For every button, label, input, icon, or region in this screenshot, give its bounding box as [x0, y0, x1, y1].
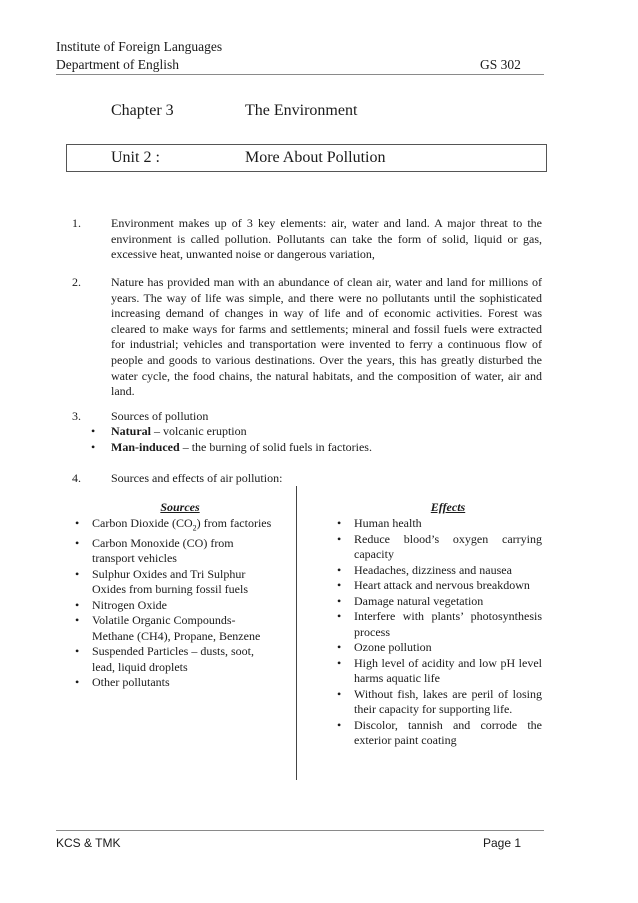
- effect-text: Human health: [354, 516, 422, 530]
- effect-text: Discolor, tannish and corrode the exterior paint coating: [354, 717, 542, 747]
- effect-item: [337, 532, 542, 563]
- page-number: Page 1: [483, 836, 522, 850]
- effect-text: Interfere with plants’ photosynthesis process: [354, 609, 542, 639]
- air-pollution-heading: Sources and effects of air pollution:: [111, 471, 283, 485]
- bullet-dot: •: [75, 566, 80, 581]
- bullet-dot: •: [337, 717, 342, 732]
- item-number: 4.: [72, 471, 81, 485]
- bullet-dot: •: [75, 597, 80, 612]
- effect-item: [337, 594, 542, 610]
- bullet-dot: •: [337, 640, 342, 654]
- source-item: [75, 644, 275, 675]
- bullet-dot: •: [75, 613, 80, 628]
- bullet-dot: •: [337, 516, 342, 530]
- item-number: 2.: [72, 275, 81, 289]
- effect-item: [337, 609, 542, 640]
- bullet-dot: •: [91, 440, 96, 454]
- effects-list: [337, 516, 542, 749]
- effect-item: [337, 718, 542, 749]
- bullet-rest: – volcanic eruption: [151, 424, 247, 438]
- source-item: [75, 675, 275, 691]
- effect-item: [337, 687, 542, 718]
- effect-text: Ozone pollution: [354, 640, 432, 654]
- bullet-dot: •: [75, 644, 80, 659]
- effect-text: Headaches, dizziness and nausea: [354, 562, 512, 577]
- source-text: Volatile Organic Compounds- Methane (CH4), Propane, Benzene: [92, 613, 261, 643]
- effect-text: Heart attack and nervous breakdown: [354, 578, 530, 592]
- source-item: [75, 613, 275, 644]
- effect-item: [337, 516, 542, 532]
- footer-initials: KCS & TMK: [56, 836, 121, 850]
- effect-item: [337, 640, 542, 656]
- effect-text: Reduce blood’s oxygen carrying capacity: [354, 531, 542, 561]
- source-text: Nitrogen Oxide: [92, 597, 167, 612]
- effect-item: [337, 656, 542, 687]
- chapter-label: Chapter 3: [111, 102, 174, 119]
- source-text: Carbon Dioxide (CO: [92, 516, 193, 530]
- bullet-dot: •: [337, 655, 342, 670]
- source-item: [75, 516, 275, 536]
- bullet-natural: [91, 424, 247, 440]
- bullet-dot: •: [337, 562, 342, 577]
- chapter-title: The Environment: [245, 102, 358, 119]
- effect-text: Without fish, lakes are peril of losing their capacity for supporting life.: [354, 686, 542, 716]
- item-number: 1.: [72, 216, 81, 230]
- effect-item: [337, 563, 542, 579]
- footer-rule: [56, 830, 544, 831]
- source-text: Carbon Monoxide (CO) from transport vehicles: [92, 535, 234, 566]
- source-text-tail: ) from factories: [196, 516, 272, 530]
- unit-title: More About Pollution: [245, 149, 386, 166]
- course-code: GS 302: [480, 57, 521, 72]
- source-subscript: 2: [192, 523, 197, 533]
- bullet-term: Man-induced: [111, 440, 180, 454]
- paragraph-nature: Nature has provided man with an abundance of clean air, water and land for millions of years. The way of life was simple, and there were no pollutants until the sophisticated increasing demand of changes in way of life and of economic activities. Forest was cleared to make ways for farms and settlements; mineral and fossil fuels were extracted for industrial; vehicles and transportation were invented to ferry a continuous flow of people and goods to various destinations. Over the years, this has greatly disturbed the water cycle, the food chains, the natural habitats, and the composition of water, air and land.: [111, 275, 542, 399]
- source-text: Other pollutants: [92, 675, 170, 690]
- bullet-dot: •: [337, 593, 342, 608]
- bullet-dot: •: [75, 675, 80, 690]
- sources-of-pollution-heading: Sources of pollution: [111, 409, 209, 423]
- bullet-dot: •: [337, 609, 342, 623]
- bullet-dot: •: [91, 424, 96, 438]
- effect-text: High level of acidity and low pH level harms aquatic life: [354, 655, 542, 685]
- bullet-dot: •: [337, 686, 342, 701]
- bullet-dot: •: [337, 531, 342, 546]
- bullet-term: Natural: [111, 424, 151, 438]
- source-text: Suspended Particles – dusts, soot, lead, liquid droplets: [92, 644, 254, 674]
- effects-heading: Effects: [430, 500, 466, 514]
- source-text: Sulphur Oxides and Tri Sulphur Oxides from burning fossil fuels: [92, 566, 248, 597]
- sources-list: [75, 516, 275, 691]
- unit-label: Unit 2 :: [111, 149, 160, 166]
- department-name: Department of English: [56, 57, 179, 72]
- item-number: 3.: [72, 409, 81, 423]
- paragraph-environment: Environment makes up of 3 key elements: air, water and land. A major threat to the environment is called pollution. Pollutants can take the form of solid, liquid or gas, excessive heat, unwanted noise or dangerous variation,: [111, 216, 542, 262]
- bullet-dot: •: [337, 578, 342, 592]
- bullet-rest: – the burning of solid fuels in factories.: [179, 440, 372, 454]
- source-item: [75, 598, 275, 614]
- bullet-dot: •: [75, 516, 80, 530]
- header-rule: [56, 74, 544, 75]
- effect-item: [337, 578, 542, 594]
- source-item: [75, 536, 275, 567]
- effect-text: Damage natural vegetation: [354, 593, 484, 608]
- source-item: [75, 567, 275, 598]
- institute-name: Institute of Foreign Languages: [56, 39, 223, 54]
- bullet-dot: •: [75, 535, 80, 550]
- column-divider: [296, 486, 297, 780]
- sources-heading: Sources: [160, 500, 200, 514]
- bullet-man-induced: [91, 440, 372, 456]
